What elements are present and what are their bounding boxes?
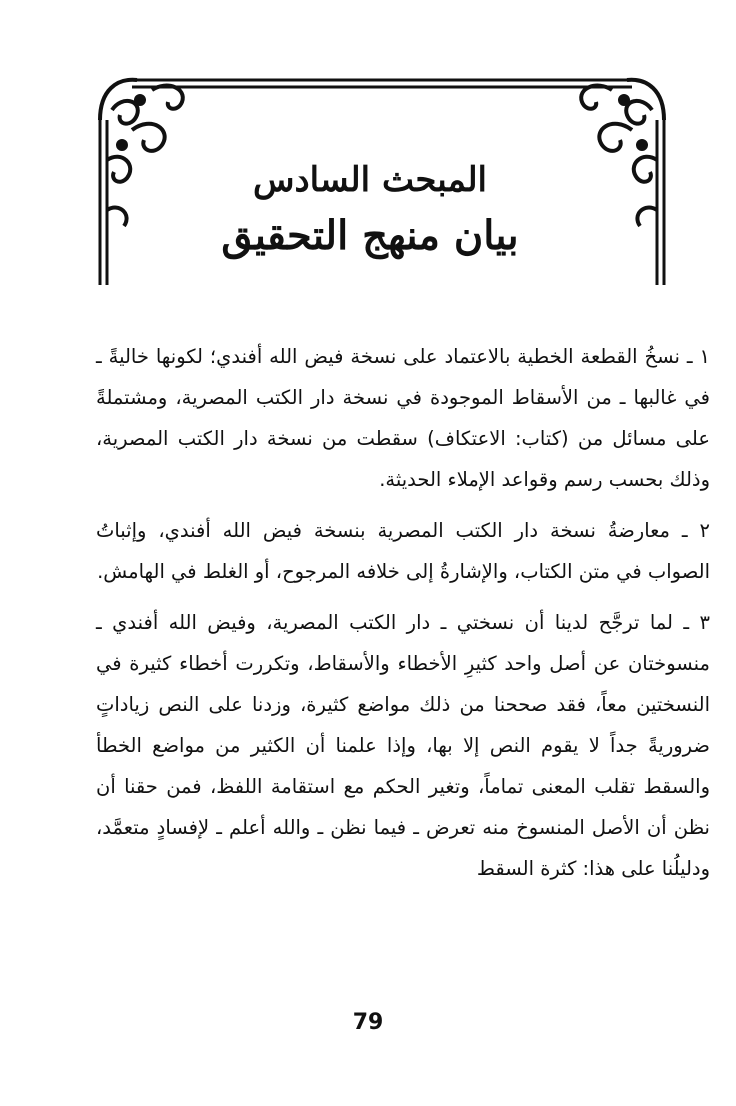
body-text: [96, 336, 710, 899]
paragraph-1: ١ ـ نسخُ القطعة الخطية بالاعتماد على نسخة فيض الله أفندي؛ لكونها خاليةً ـ في غالبها ـ من الأسقاط الموجودة في نسخة دار الكتب المصرية، ومشتملةً على مسائل من (كتاب: الاعتكاف) سقطت من نسخة دار الكتب المصرية، وذلك بحسب رسم وقواعد الإملاء الحديثة.: [96, 345, 710, 491]
page-number: 79: [352, 1010, 384, 1035]
section-title: المبحث السادس: [252, 160, 488, 200]
corner-ornament-left-icon: [100, 80, 183, 226]
paragraph-2: ٢ ـ معارضةُ نسخة دار الكتب المصرية بنسخة فيض الله أفندي، وإثباتُ الصواب في متن الكتاب، والإشارةُ إلى خلافه المرجوح، أو الغلط في الهامش.: [96, 519, 710, 583]
paragraph-3: ٣ ـ لما ترجَّح لدينا أن نسختي ـ دار الكتب المصرية، وفيض الله أفندي ـ منسوختان عن أصل واحد كثيرِ الأخطاء والأسقاط، وتكررت أخطاء كثيرة في النسختين معاً، فقد صححنا من ذلك مواضع كثيرة، وزدنا على النص زياداتٍ ضروريةً جداً لا يقوم النص إلا بها، وإذا علمنا أن الكثير من مواضع الخطأ والسقط تقلب المعنى تماماً، وتغير الحكم مع استقامة اللفظ، فمن حقنا أن نظن أن الأصل المنسوخ منه تعرض ـ فيما نظن ـ والله أعلم ـ لإفسادٍ متعمَّد، ودليلُنا على هذا: كثرة السقط: [96, 611, 710, 880]
corner-ornament-right-icon: [581, 80, 664, 226]
page-subtitle: بيان منهج التحقيق: [221, 212, 519, 259]
